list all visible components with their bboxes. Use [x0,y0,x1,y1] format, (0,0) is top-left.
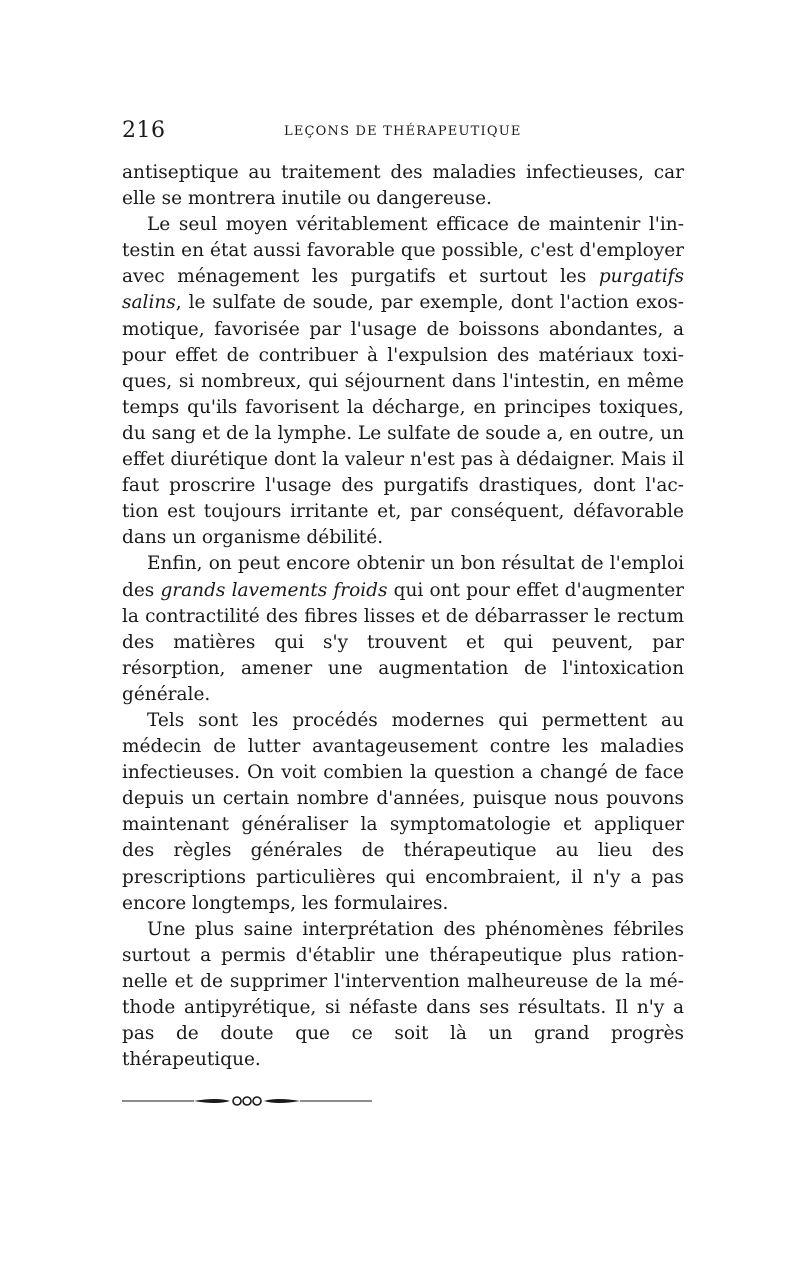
paragraph-4 [122,708,684,917]
paragraph-text: qui ont pour effet d'augmenter la contractilité des fibres lisses et de débarrasser le rectum des matières qui s'y trouvent et qui peuvent, par résorption, amener une augmentation de l'intoxication générale. [122,579,685,705]
paragraph-text: Enfin, on peut encore obtenir un bon résultat de l'emploi des [122,553,684,601]
running-header [122,118,684,154]
paragraph-1 [122,160,684,212]
paragraph-text: , le sulfate de soude, par exemple, dont l'action exosmotique, favorisée par l'usage de boissons abondantes, a pour effet de contribuer à l'expulsion des matériaux toxiques, si nombreux, qui séjournent dans l'intestin, en même temps qu'ils favorisent la décharge, en principes toxiques, du sang et de la lymphe. Le sulfate de soude a, en outre, un effet diurétique dont la valeur n'est pas à dédaigner. Mais il faut proscrire l'usage des purgatifs drastiques, dont l'action est toujours irritante et, par conséquent, défavorable dans un organisme débilité. [122,292,684,549]
italic-term: purgatifs salins [122,266,684,314]
book-page [122,118,684,1115]
paragraph-3 [122,551,684,708]
paragraph-2 [122,212,684,551]
page-number: 216 [122,118,166,143]
paragraph-text: Une plus saine interprétation des phénomènes fébriles surtout a permis d'établir une thérapeutique plus rationnelle et de supprimer l'intervention malheureuse de la méthode antipyrétique, si néfaste dans ses résultats. Il n'y a pas de doute que ce soit là un grand progrès thérapeutique. [122,918,684,1071]
running-title: LEÇONS DE THÉRAPEUTIQUE [284,124,522,139]
paragraph-text: Tels sont les procédés modernes qui permettent au médecin de lutter avantageusement contre les maladies infectieuses. On voit combien la question a changé de face depuis un certain nombre d'années, puisque nous pouvons maintenant généraliser la symptomatologie et appliquer des règles générales de thérapeutique au lieu des prescriptions particulières qui encombraient, il n'y a pas encore longtemps, les formulaires. [122,709,684,914]
paragraph-text: Le seul moyen véritablement efficace de maintenir l'intestin en état aussi favorable que possible, c'est d'employer avec ménagement les purgatifs et surtout les [122,214,684,288]
body-text [122,160,684,1073]
italic-term: grands lavements froids [160,579,388,601]
paragraph-5 [122,917,684,1074]
paragraph-text: antiseptique au traitement des maladies infectieuses, car elle se montrera inutile ou dangereuse. [122,162,684,210]
tailpiece-ornament-icon [122,1091,372,1111]
